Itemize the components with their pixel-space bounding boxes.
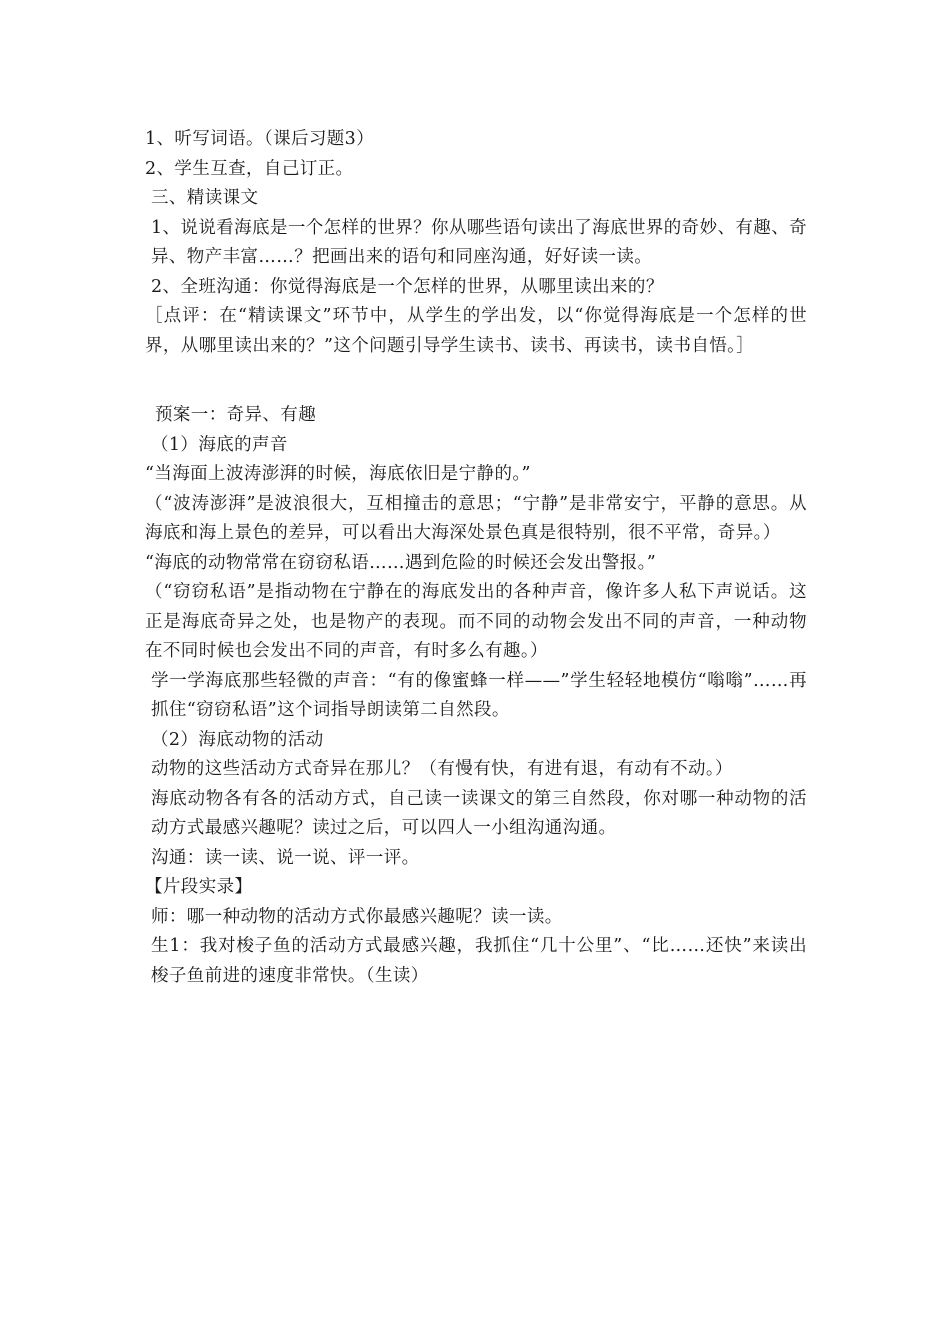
line-read-paragraph-three: 海底动物各有各的活动方式，自己读一读课文的第三自然段，你对哪一种动物的活动方式最感兴趣呢？读过之后，可以四人一小组沟通沟通。	[151, 788, 807, 838]
paragraph-gap	[145, 361, 807, 401]
comment-note: ［点评：在“精读课文”环节中，从学生的学出发，以“你觉得海底是一个怎样的世界，从哪里读出来的？”这个问题引导学生读书、读书、再读书，读书自悟。］	[145, 306, 807, 356]
subheading-sounds: （1）海底的声音	[151, 434, 288, 455]
explanation-waves: （“波涛澎湃”是波浪很大，互相撞击的意思；“宁静”是非常安宁，平静的意思。从海底和海上景色的差异，可以看出大海深处景色真是很特别，很不平常，奇异。）	[145, 493, 807, 543]
line-activity-question: 动物的这些活动方式奇异在那儿？（有慢有快，有进有退，有动有不动。）	[151, 759, 733, 779]
subheading-activities: （2）海底动物的活动	[151, 729, 324, 750]
heading-excerpt-record: 【片段实录】	[145, 877, 253, 897]
line-peer-check: 2、学生互查，自己订正。	[145, 158, 354, 179]
quote-animals-whisper: “海底的动物常常在窃窃私语……遇到危险的时候还会发出警报。”	[145, 552, 657, 573]
explanation-whisper: （“窃窃私语”是指动物在宁静在的海底发出的各种声音，像许多人私下声说话。这正是海底奇异之处，也是物产的表现。而不同的动物会发出不同的声音，一种动物在不同时候也会发出不同的声音，有时多么有趣。）	[145, 582, 807, 661]
line-imitate-sounds: 学一学海底那些轻微的声音：“有的像蜜蜂一样——”学生轻轻地模仿“嗡嗡”……再抓住“窃窃私语”这个词指导朗读第二自然段。	[151, 670, 807, 720]
plan-one-heading: 预案一：奇异、有趣	[155, 405, 317, 425]
line-task-1: 1、说说看海底是一个怎样的世界？你从哪些语句读出了海底世界的奇妙、有趣、奇异、物产丰富……？把画出来的语句和同座沟通，好好读一读。	[151, 217, 807, 267]
line-dictation: 1、听写词语。（课后习题3）	[145, 129, 375, 149]
line-student-answer: 生1：我对梭子鱼的活动方式最感兴趣，我抓住“几十公里”、“比……还快”来读出梭子鱼前进的速度非常快。（生读）	[151, 936, 807, 986]
line-teacher-question: 师：哪一种动物的活动方式你最感兴趣呢？读一读。	[151, 906, 563, 927]
quote-calm-seabed: “当海面上波涛澎湃的时候，海底依旧是宁静的。”	[145, 464, 531, 484]
line-communicate: 沟通：读一读、说一说、评一评。	[151, 847, 420, 868]
line-task-2: 2、全班沟通：你觉得海底是一个怎样的世界，从哪里读出来的？	[151, 276, 664, 297]
document-body	[145, 125, 807, 991]
section-heading-close-reading: 三、精读课文	[151, 188, 259, 208]
